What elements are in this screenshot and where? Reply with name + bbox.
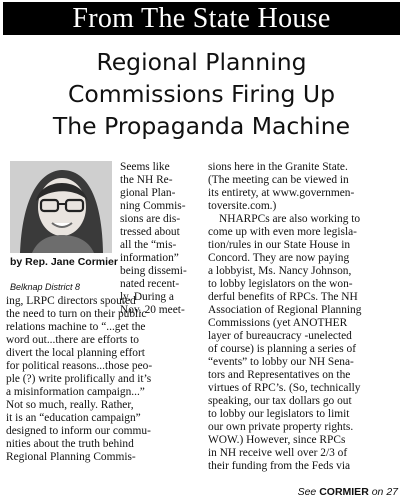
text-line: ning Commis- — [120, 200, 186, 212]
article-column-1-bottom — [6, 295, 202, 464]
jump-name: CORMIER — [319, 486, 369, 498]
author-photo — [10, 161, 112, 253]
byline-author: by Rep. Jane Cormier — [10, 256, 118, 268]
text-line: being dissemi- — [120, 265, 187, 277]
text-line: Seems like — [120, 161, 170, 173]
continued-jump-line — [262, 486, 398, 498]
text-line: gional Plan- — [120, 187, 176, 199]
text-line: sions here in the Granite State. — [208, 161, 348, 173]
text-line: ple (?) write prolifically and it’s — [6, 373, 152, 385]
text-line: layer of bureaucracy -unelected — [208, 330, 352, 342]
text-line: in NH receive well over 2/3 of — [208, 447, 348, 459]
text-line: designed to inform our commu- — [6, 425, 151, 437]
text-line: nated recent- — [120, 278, 180, 290]
text-line: speaking, our tax dollars go out — [208, 395, 352, 407]
text-line: all the “mis- — [120, 239, 177, 251]
text-line: ing, LRPC directors spouted — [6, 295, 136, 307]
article-column-1-top — [120, 161, 202, 317]
author-portrait-image — [10, 161, 112, 253]
text-line: their funding from the Feds via — [208, 460, 351, 472]
text-line: NHARPCs are also working to — [219, 213, 361, 225]
article-headline — [6, 46, 397, 142]
text-line: “events” to lobby our NH Sena- — [208, 356, 354, 368]
text-line: (The meeting can be viewed in — [208, 174, 349, 186]
headline-line: Regional Planning — [96, 48, 307, 76]
text-line: derful benefits of RPCs. The NH — [208, 291, 358, 303]
text-line: virtues of RPC’s. (So, technically — [208, 382, 361, 394]
text-line: Concord. They are now paying — [208, 252, 350, 264]
text-line: Regional Planning Commis- — [6, 451, 136, 463]
jump-see: See — [297, 486, 317, 498]
byline-district: Belknap District 8 — [10, 282, 81, 292]
text-line: a misinformation campaign...” — [6, 386, 145, 398]
text-line: Commissions (yet ANOTHER — [208, 317, 348, 329]
text-line: our own private property rights. — [208, 421, 354, 433]
headline-line: Commissions Firing Up — [67, 80, 336, 108]
text-line: Nov. 20 meet- — [120, 304, 185, 316]
article-column-2 — [208, 161, 400, 473]
jump-page: 27 — [386, 486, 398, 498]
text-line: relations machine to “...get the — [6, 321, 146, 333]
text-line: sions are dis- — [120, 213, 181, 225]
text-line: ly. During a — [120, 291, 174, 303]
text-line: its entirety, at www.governmen- — [208, 187, 355, 199]
text-line: to lobby legislators on the won- — [208, 278, 353, 290]
text-line: Not so much, really. Rather, — [6, 399, 134, 411]
text-line: the NH Re- — [120, 174, 173, 186]
text-line: tion/rules in our State House in — [208, 239, 351, 251]
text-line: Association of Regional Planning — [208, 304, 362, 316]
headline-line: The Propaganda Machine — [52, 112, 351, 140]
text-line: come up with even more legisla- — [208, 226, 357, 238]
text-line: it is an “education campaign” — [6, 412, 141, 424]
text-line: toversite.com.) — [208, 200, 277, 212]
text-line: word out...there are efforts to — [6, 334, 139, 346]
text-line: the need to turn on their public — [6, 308, 147, 320]
text-line: for political reasons...those peo- — [6, 360, 153, 372]
text-line: a lobbyist, Ms. Nancy Johnson, — [208, 265, 352, 277]
section-banner: From The State House — [3, 2, 400, 35]
text-line: tressed about — [120, 226, 180, 238]
text-line: information” — [120, 252, 179, 264]
text-line: tors and Representatives on the — [208, 369, 351, 381]
text-line: nities about the truth behind — [6, 438, 134, 450]
jump-on: on — [371, 486, 384, 498]
text-line: of course) is planning a series of — [208, 343, 357, 355]
text-line: to lobby our legislators to limit — [208, 408, 350, 420]
text-line: divert the local planning effort — [6, 347, 145, 359]
text-line: WOW.) However, since RPCs — [208, 434, 346, 446]
